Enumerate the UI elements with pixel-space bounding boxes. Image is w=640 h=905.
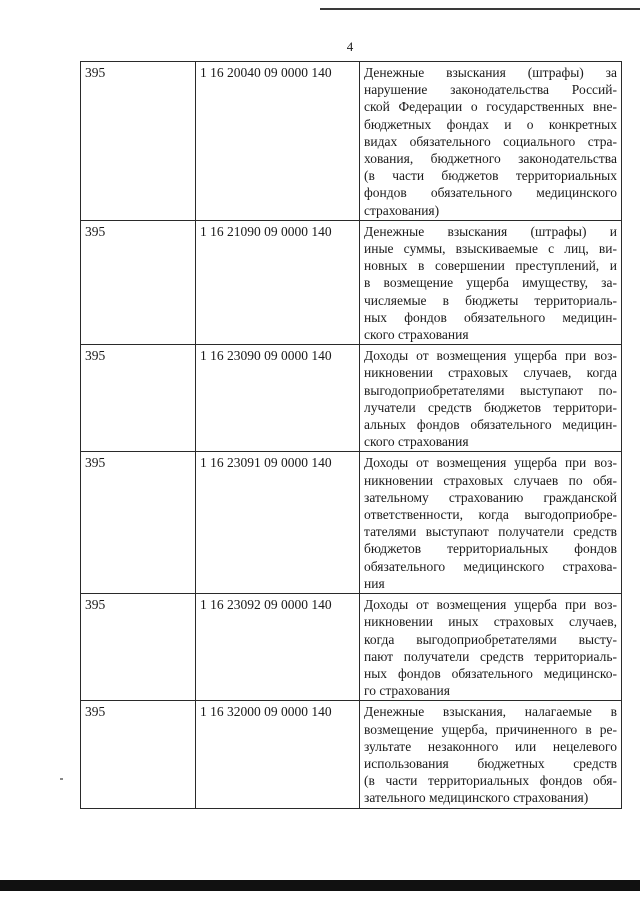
- description-line: обязательного медицинского страхова-: [364, 558, 617, 574]
- description-line: лучатели средств бюджетов территори-: [364, 399, 617, 415]
- description-line: никновении страховых случаев, когда: [364, 365, 617, 381]
- description-line: (в части территориальных фондов обя-: [364, 773, 617, 789]
- description-line: ответственности, когда выгодоприобре-: [364, 507, 617, 523]
- table-row: [81, 701, 622, 808]
- description-line: никновении иных страховых случаев,: [364, 614, 617, 630]
- table-row: [81, 594, 622, 701]
- top-rule: [320, 8, 640, 10]
- description-line: числяемые в бюджеты территориаль-: [364, 292, 617, 308]
- description-line: зультате незаконного или нецелевого: [364, 738, 617, 754]
- budget-classification-code-cell: 1 16 23091 09 0000 140: [196, 452, 360, 594]
- budget-classification-code-cell: 1 16 20040 09 0000 140: [196, 62, 360, 221]
- description-line: когда выгодоприобретателями высту-: [364, 631, 617, 647]
- table-row: [81, 345, 622, 452]
- description-line: ского страхования: [364, 434, 469, 450]
- table-row: [81, 220, 622, 344]
- revenue-description-cell: [360, 594, 622, 701]
- table-body: [81, 62, 622, 809]
- page-number: 4: [346, 39, 354, 54]
- description-line: страхования): [364, 202, 440, 218]
- revenue-codes-table: [80, 61, 622, 809]
- description-line: ных фондов обязательного медицин-: [364, 309, 617, 325]
- description-line: хования, бюджетного законодательства: [364, 151, 617, 167]
- description-line: го страхования: [364, 683, 450, 699]
- revenue-description-cell: [360, 220, 622, 344]
- description-line: ского страхования: [364, 327, 469, 343]
- table-row: [81, 62, 622, 221]
- description-line: использования бюджетных средств: [364, 755, 617, 771]
- description-line: Доходы от возмещения ущерба при воз-: [364, 597, 617, 613]
- budget-classification-code-cell: 1 16 32000 09 0000 140: [196, 701, 360, 808]
- description-line: выгодоприобретателями выступают по-: [364, 382, 617, 398]
- description-line: Доходы от возмещения ущерба при воз-: [364, 455, 617, 471]
- description-line: Доходы от возмещения ущерба при воз-: [364, 348, 617, 364]
- admin-code-cell: 395: [81, 62, 196, 221]
- description-line: Денежные взыскания (штрафы) и: [364, 223, 617, 239]
- revenue-description-cell: [360, 345, 622, 452]
- revenue-description-cell: [360, 701, 622, 808]
- admin-code-cell: 395: [81, 452, 196, 594]
- description-line: тателями выступают получатели средств: [364, 524, 617, 540]
- description-line: новных в совершении преступлений, и: [364, 258, 617, 274]
- scan-artifact: [60, 778, 63, 780]
- description-line: ской Федерации о государственных вне-: [364, 99, 617, 115]
- budget-classification-code-cell: 1 16 23092 09 0000 140: [196, 594, 360, 701]
- table-row: [81, 452, 622, 594]
- description-line: Денежные взыскания, налагаемые в: [364, 704, 617, 720]
- description-line: ния: [364, 575, 385, 591]
- description-line: альных фондов обязательного медицин-: [364, 417, 617, 433]
- admin-code-cell: 395: [81, 345, 196, 452]
- budget-classification-code-cell: 1 16 23090 09 0000 140: [196, 345, 360, 452]
- admin-code-cell: 395: [81, 701, 196, 808]
- description-line: Денежные взыскания (штрафы) за: [364, 65, 617, 80]
- description-line: фондов обязательного медицинского: [364, 185, 617, 201]
- revenue-description-cell: [360, 452, 622, 594]
- description-line: в возмещение ущерба имуществу, за-: [364, 275, 617, 291]
- description-line: никновении страховых случаев по обя-: [364, 472, 617, 488]
- description-line: ных фондов обязательного медицинско-: [364, 665, 617, 681]
- revenue-description-cell: [360, 62, 622, 221]
- description-line: бюджетных фондах и о конкретных: [364, 116, 617, 132]
- admin-code-cell: 395: [81, 594, 196, 701]
- description-line: зательного медицинского страхования): [364, 790, 589, 806]
- description-line: пают получатели средств территориаль-: [364, 648, 617, 664]
- description-line: бюджетов территориальных фондов: [364, 541, 617, 557]
- description-line: (в части бюджетов территориальных: [364, 168, 617, 184]
- bottom-scan-bar: [0, 880, 640, 891]
- budget-classification-code-cell: 1 16 21090 09 0000 140: [196, 220, 360, 344]
- description-line: зательному страхованию гражданской: [364, 489, 617, 505]
- description-line: возмещение ущерба, причиненного в ре-: [364, 721, 617, 737]
- description-line: видах обязательного социального стра-: [364, 133, 617, 149]
- description-line: нарушение законодательства Россий-: [364, 82, 617, 98]
- admin-code-cell: 395: [81, 220, 196, 344]
- description-line: иные суммы, взыскиваемые с лиц, ви-: [364, 241, 617, 257]
